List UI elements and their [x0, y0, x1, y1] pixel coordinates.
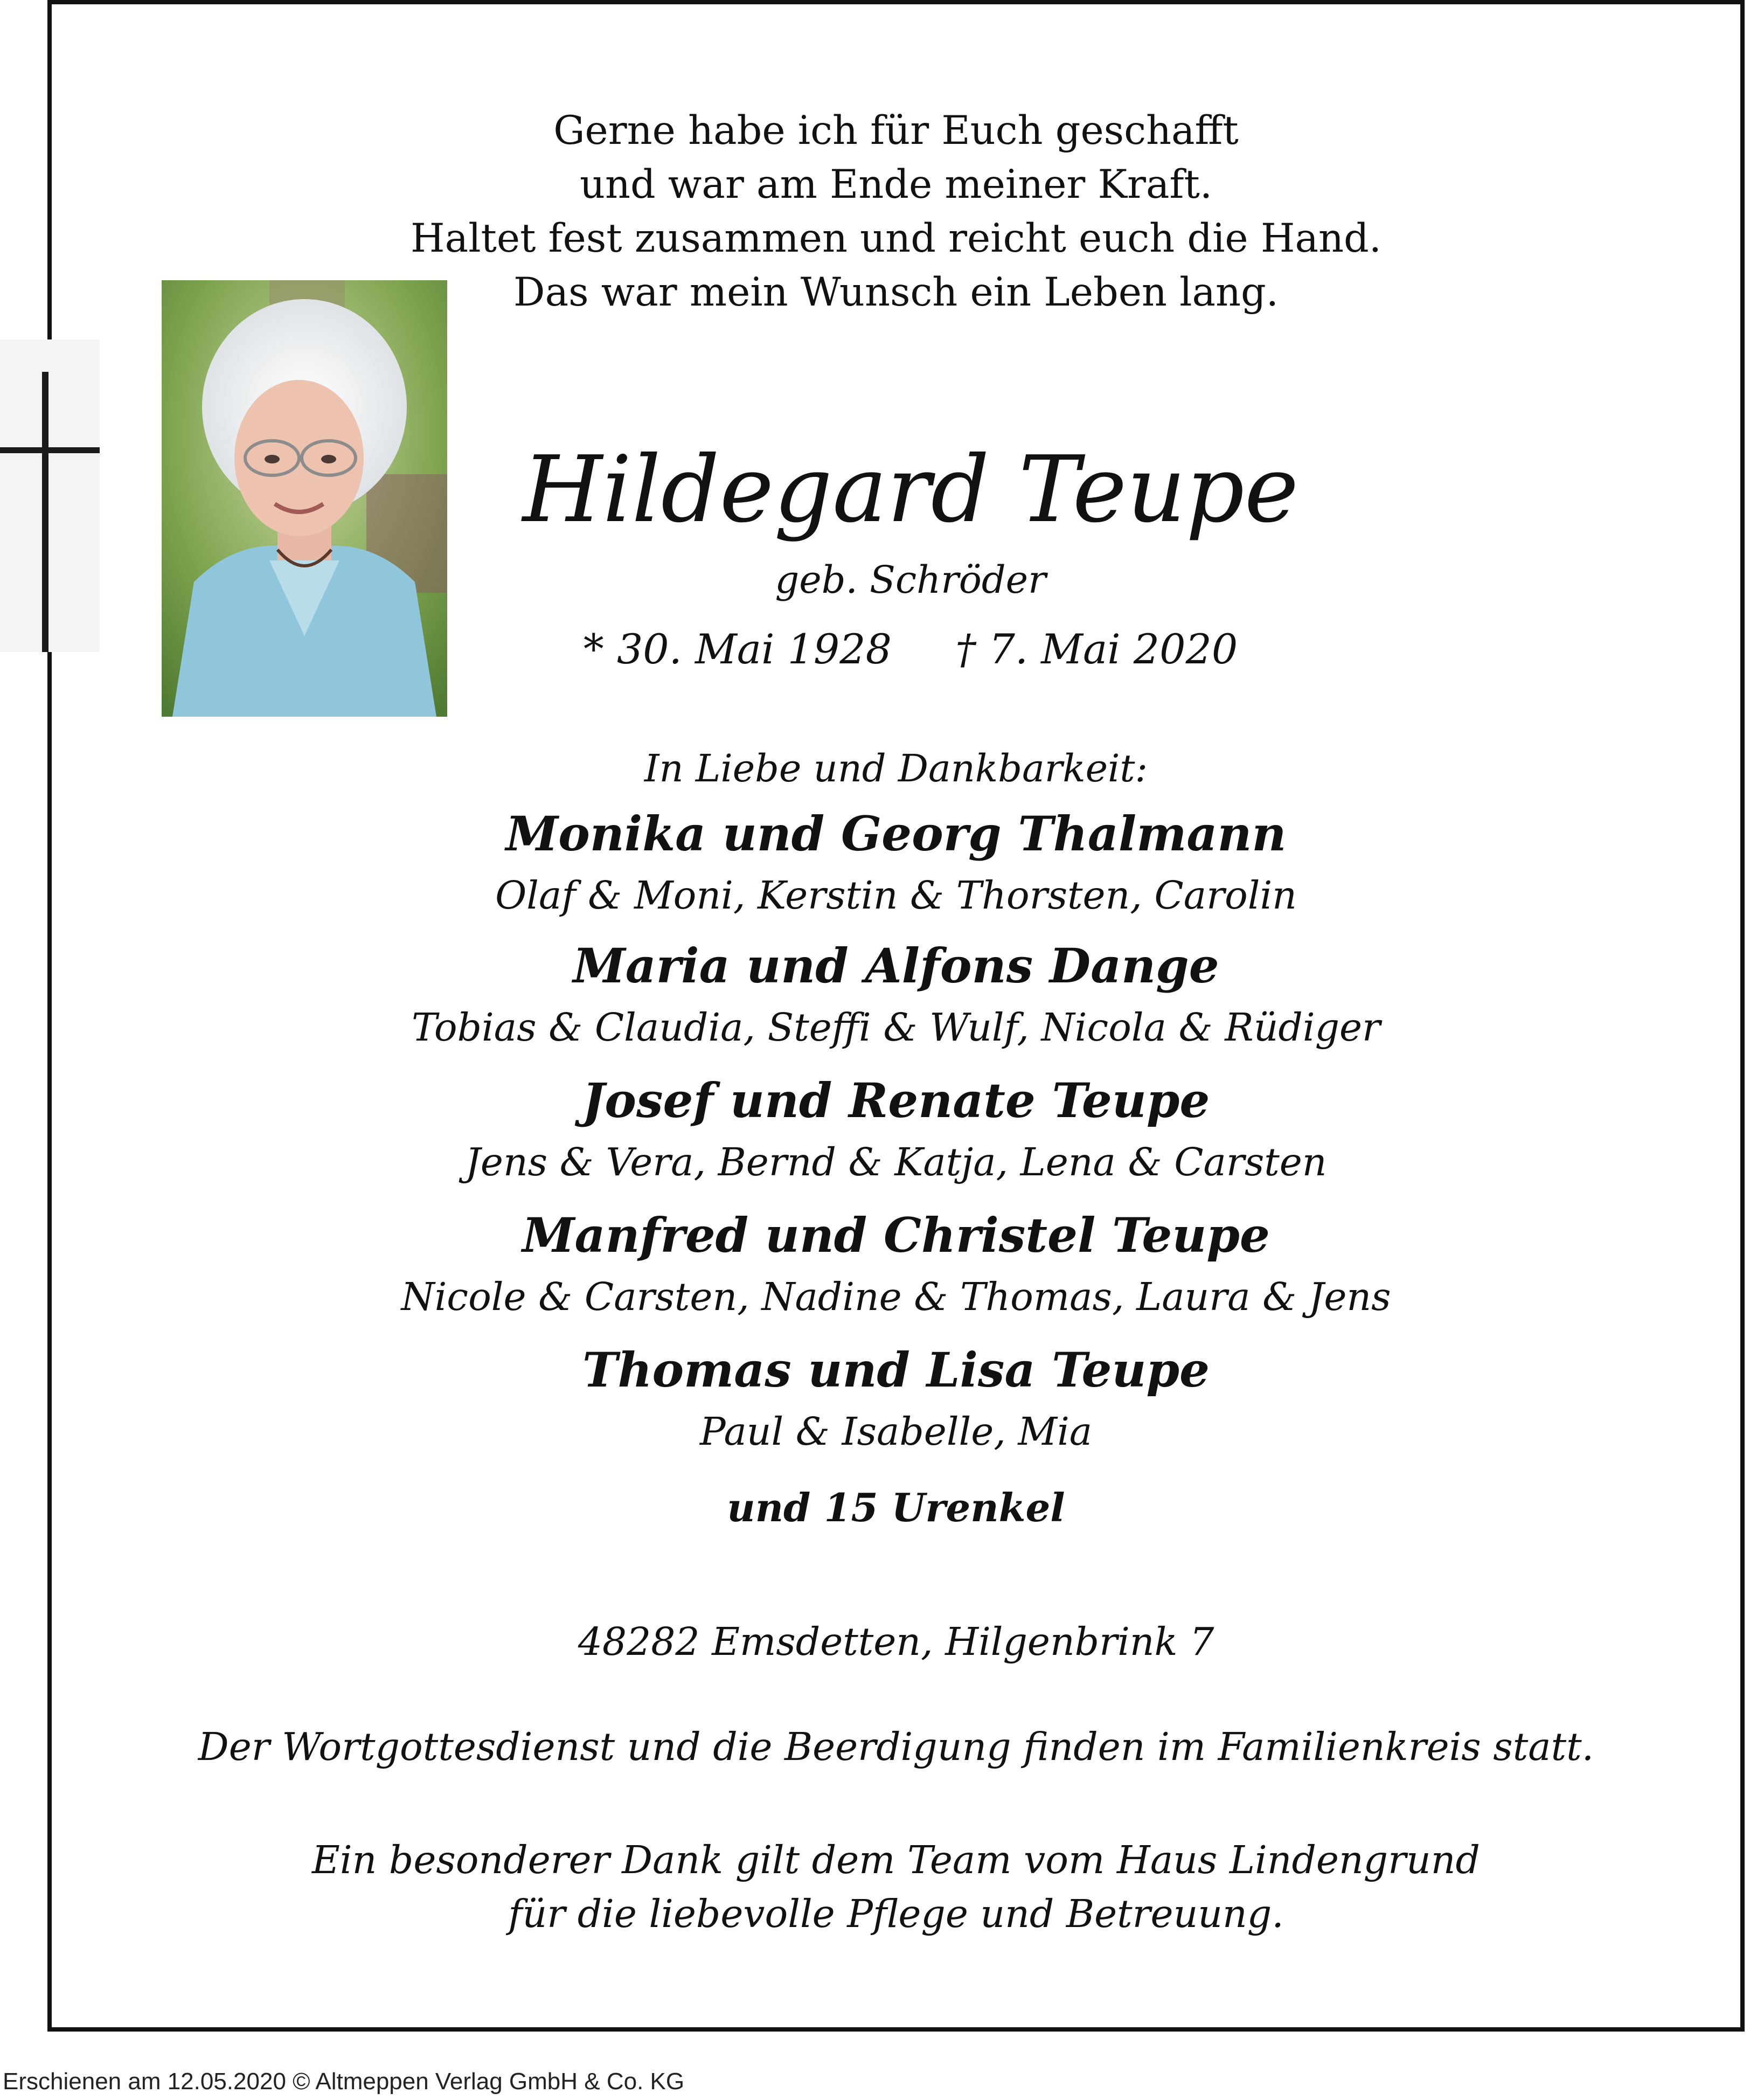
publication-footer: Erschienen am 12.05.2020 © Altmeppen Verlag GmbH & Co. KG	[3, 2068, 685, 2095]
portrait-photo	[162, 280, 447, 717]
family-members: Jens & Vera, Bernd & Katja, Lena & Carsten	[465, 1140, 1327, 1184]
family-members: Nicole & Carsten, Nadine & Thomas, Laura & Jens	[401, 1274, 1391, 1319]
cross-icon	[0, 339, 100, 652]
address: 48282 Emsdetten, Hilgenbrink 7	[578, 1619, 1214, 1664]
family-members: Tobias & Claudia, Steffi & Wulf, Nicola & Rüdiger	[412, 1005, 1380, 1050]
life-dates	[431, 625, 1390, 673]
maiden-name: geb. Schröder	[775, 558, 1046, 602]
family-head: Manfred und Christel Teupe	[522, 1207, 1270, 1263]
verse-line: und war am Ende meiner Kraft.	[579, 162, 1213, 207]
family-head: Thomas und Lisa Teupe	[582, 1342, 1210, 1398]
verse-line: Das war mein Wunsch ein Leben lang.	[513, 269, 1279, 315]
birth-date: * 30. Mai 1928	[583, 625, 892, 673]
intro-text: In Liebe und Dankbarkeit:	[644, 746, 1148, 791]
family-head: Josef und Renate Teupe	[582, 1072, 1210, 1128]
family-members: Olaf & Moni, Kerstin & Thorsten, Carolin	[495, 873, 1297, 918]
great-grandchildren: und 15 Urenkel	[727, 1485, 1065, 1530]
thanks-line: für die liebevolle Pflege und Betreuung.	[508, 1891, 1284, 1936]
thanks-line: Ein besonderer Dank gilt dem Team vom Haus Lindengrund	[312, 1838, 1480, 1882]
family-head: Monika und Georg Thalmann	[505, 806, 1287, 862]
death-date: † 7. Mai 2020	[955, 625, 1238, 673]
service-note: Der Wortgottesdienst und die Beerdigung finden im Familienkreis statt.	[198, 1724, 1594, 1769]
family-head: Maria und Alfons Dange	[573, 938, 1219, 994]
verse-line: Gerne habe ich für Euch geschafft	[553, 108, 1239, 154]
verse-line: Haltet fest zusammen und reicht euch die Hand.	[411, 216, 1381, 261]
deceased-name: Hildegard Teupe	[522, 436, 1299, 543]
family-members: Paul & Isabelle, Mia	[699, 1409, 1093, 1454]
